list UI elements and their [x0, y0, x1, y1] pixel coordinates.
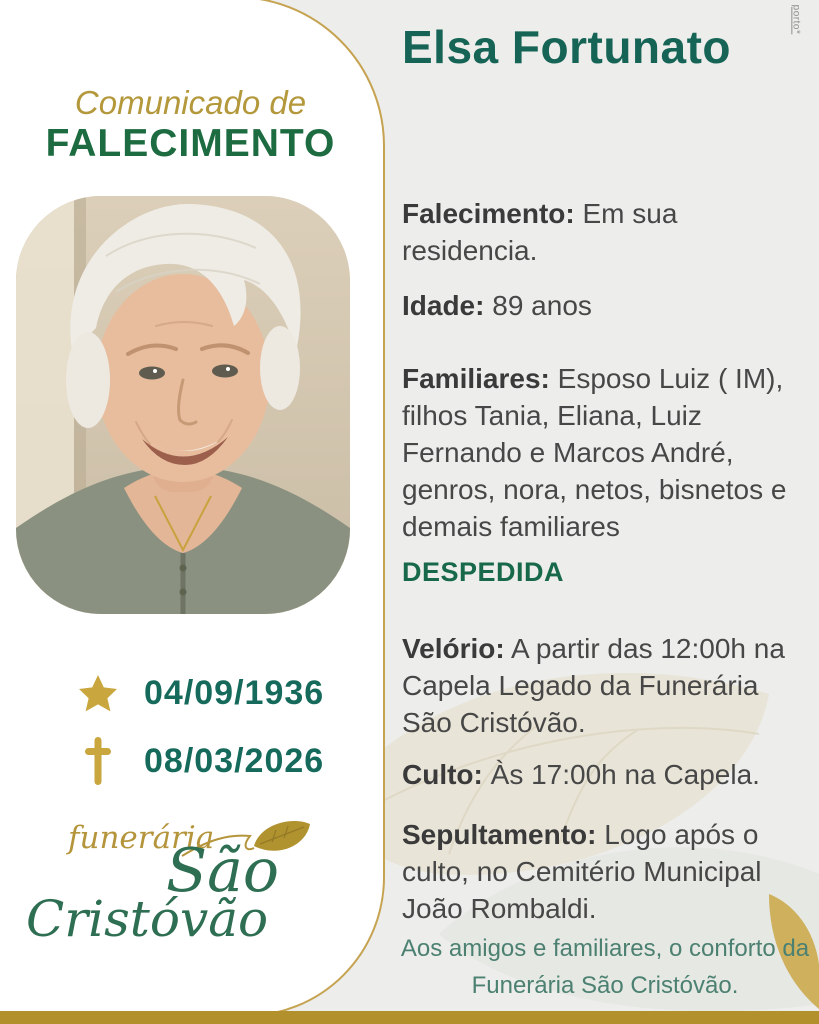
detail-culto-text: Às 17:00h na Capela.	[490, 759, 760, 790]
detail-idade	[402, 288, 592, 325]
announcement-details	[402, 0, 810, 1024]
detail-falecimento	[402, 196, 810, 270]
detail-familiares-label: Familiares:	[402, 363, 550, 394]
detail-velorio	[402, 631, 810, 742]
logo-word-sao: São	[166, 836, 279, 906]
detail-culto-label: Culto:	[402, 759, 483, 790]
death-date-row	[78, 738, 383, 784]
death-date: 08/03/2026	[144, 741, 325, 780]
detail-falecimento-label: Falecimento:	[402, 198, 575, 229]
person-name: Elsa Fortunato	[402, 21, 732, 73]
cross-icon	[78, 735, 118, 787]
detail-sepultamento-label: Sepultamento:	[402, 819, 597, 850]
detail-familiares-text: Esposo Luiz ( IM), filhos Tania, Eliana, Luiz Fernando e Marcos André, genros, nora, netos, bisnetos e demais familiares	[402, 363, 787, 542]
detail-idade-label: Idade:	[402, 290, 485, 321]
detail-idade-text: 89 anos	[492, 290, 592, 321]
announcement-title: FALECIMENTO	[45, 122, 336, 165]
detail-velorio-text: A partir das 12:00h na Capela Legado da Funerária São Cristóvão.	[402, 633, 785, 738]
star-icon	[78, 673, 118, 713]
left-card	[0, 0, 385, 1017]
despedida-heading: DESPEDIDA	[402, 557, 565, 587]
porto-watermark: porto*	[790, 4, 802, 35]
condolence-message: Aos amigos e familiares, o conforto da Funerária São Cristóvão.	[400, 935, 810, 1000]
logo-word-cristovao: Cristóvão	[26, 890, 269, 948]
funeral-home-logo	[0, 820, 383, 980]
logo-word-funeraria: funerária	[68, 820, 215, 856]
elderly-woman-portrait	[16, 196, 350, 614]
birth-date: 04/09/1936	[144, 673, 325, 712]
detail-velorio-label: Velório:	[402, 633, 505, 664]
detail-sepultamento	[402, 817, 810, 928]
detail-sepultamento-text: Logo após o culto, no Cemitério Municipal João Rombaldi.	[402, 819, 762, 924]
birth-date-row	[78, 670, 383, 716]
detail-falecimento-text: Em sua residencia.	[402, 198, 678, 266]
detail-culto	[402, 757, 760, 794]
announcement-eyebrow: Comunicado de	[74, 84, 307, 121]
life-dates	[0, 670, 383, 784]
detail-familiares	[402, 361, 810, 546]
bottom-gold-bar	[0, 1011, 819, 1024]
portrait-photo	[16, 196, 350, 614]
